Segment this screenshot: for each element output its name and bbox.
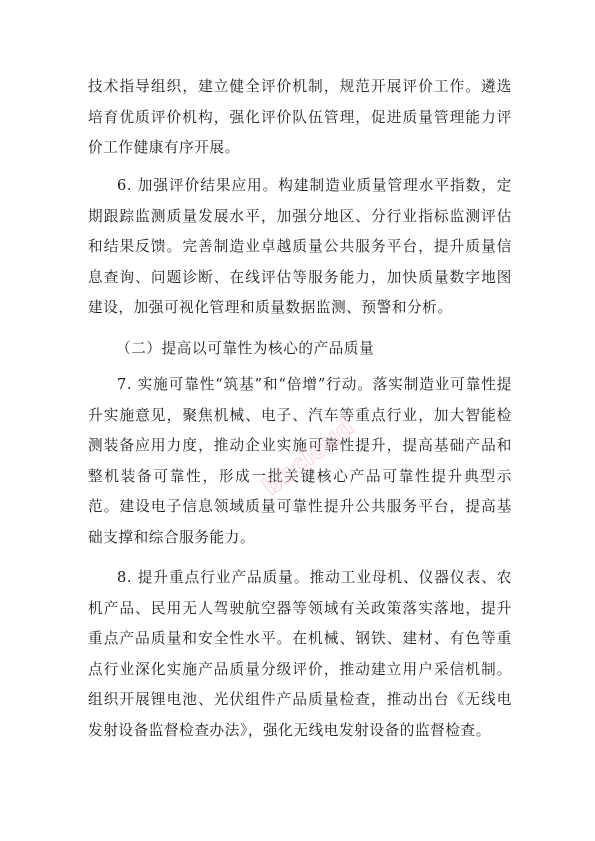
paragraph-item-8: 8. 提升重点行业产品质量。推动工业母机、仪器仪表、农机产品、民用无人驾驶航空器等领域有关政策落实落地，提升重点产品质量和安全性水平。在机械、钢铁、建材、有色等重点行业深化实施产品质量分级评价，推动建立用户采信机制。组织开展锂电池、光伏组件产品质量检查，推动出台《无线电发射设备监督检查办法》，强化无线电发射设备的监督检查。 bbox=[88, 569, 512, 739]
paragraph-item-7: 7. 实施可靠性“筑基”和“倍增”行动。落实制造业可靠性提升实施意见，聚焦机械、电子、汽车等重点行业，加大智能检测装备应用力度，推动企业实施可靠性提升，提高基础产品和整机装备可靠性，形成一批关键核心产品可靠性提升典型示范。建设电子信息领域质量可靠性提升公共服务平台，提高基础支撑和综合服务能力。 bbox=[88, 376, 512, 546]
paragraph-continuation: 技术指导组织，建立健全评价机制，规范开展评价工作。遴选培育优质评价机构，强化评价队伍管理，促进质量管理能力评价工作健康有序开展。 bbox=[88, 78, 512, 156]
watermark-text: bbcloud bbox=[257, 412, 360, 502]
section-heading: （二）提高以可靠性为核心的产品质量 bbox=[116, 340, 375, 357]
paragraph-item-6: 6. 加强评价结果应用。构建制造业质量管理水平指数，定期跟踪监测质量发展水平，加强分地区、分行业指标监测评估和结果反馈。完善制造业卓越质量公共服务平台，提升质量信息查询、问题诊断、在线评估等服务能力，加快质量数字地图建设，加强可视化管理和质量数据监测、预警和分析。 bbox=[88, 177, 512, 316]
